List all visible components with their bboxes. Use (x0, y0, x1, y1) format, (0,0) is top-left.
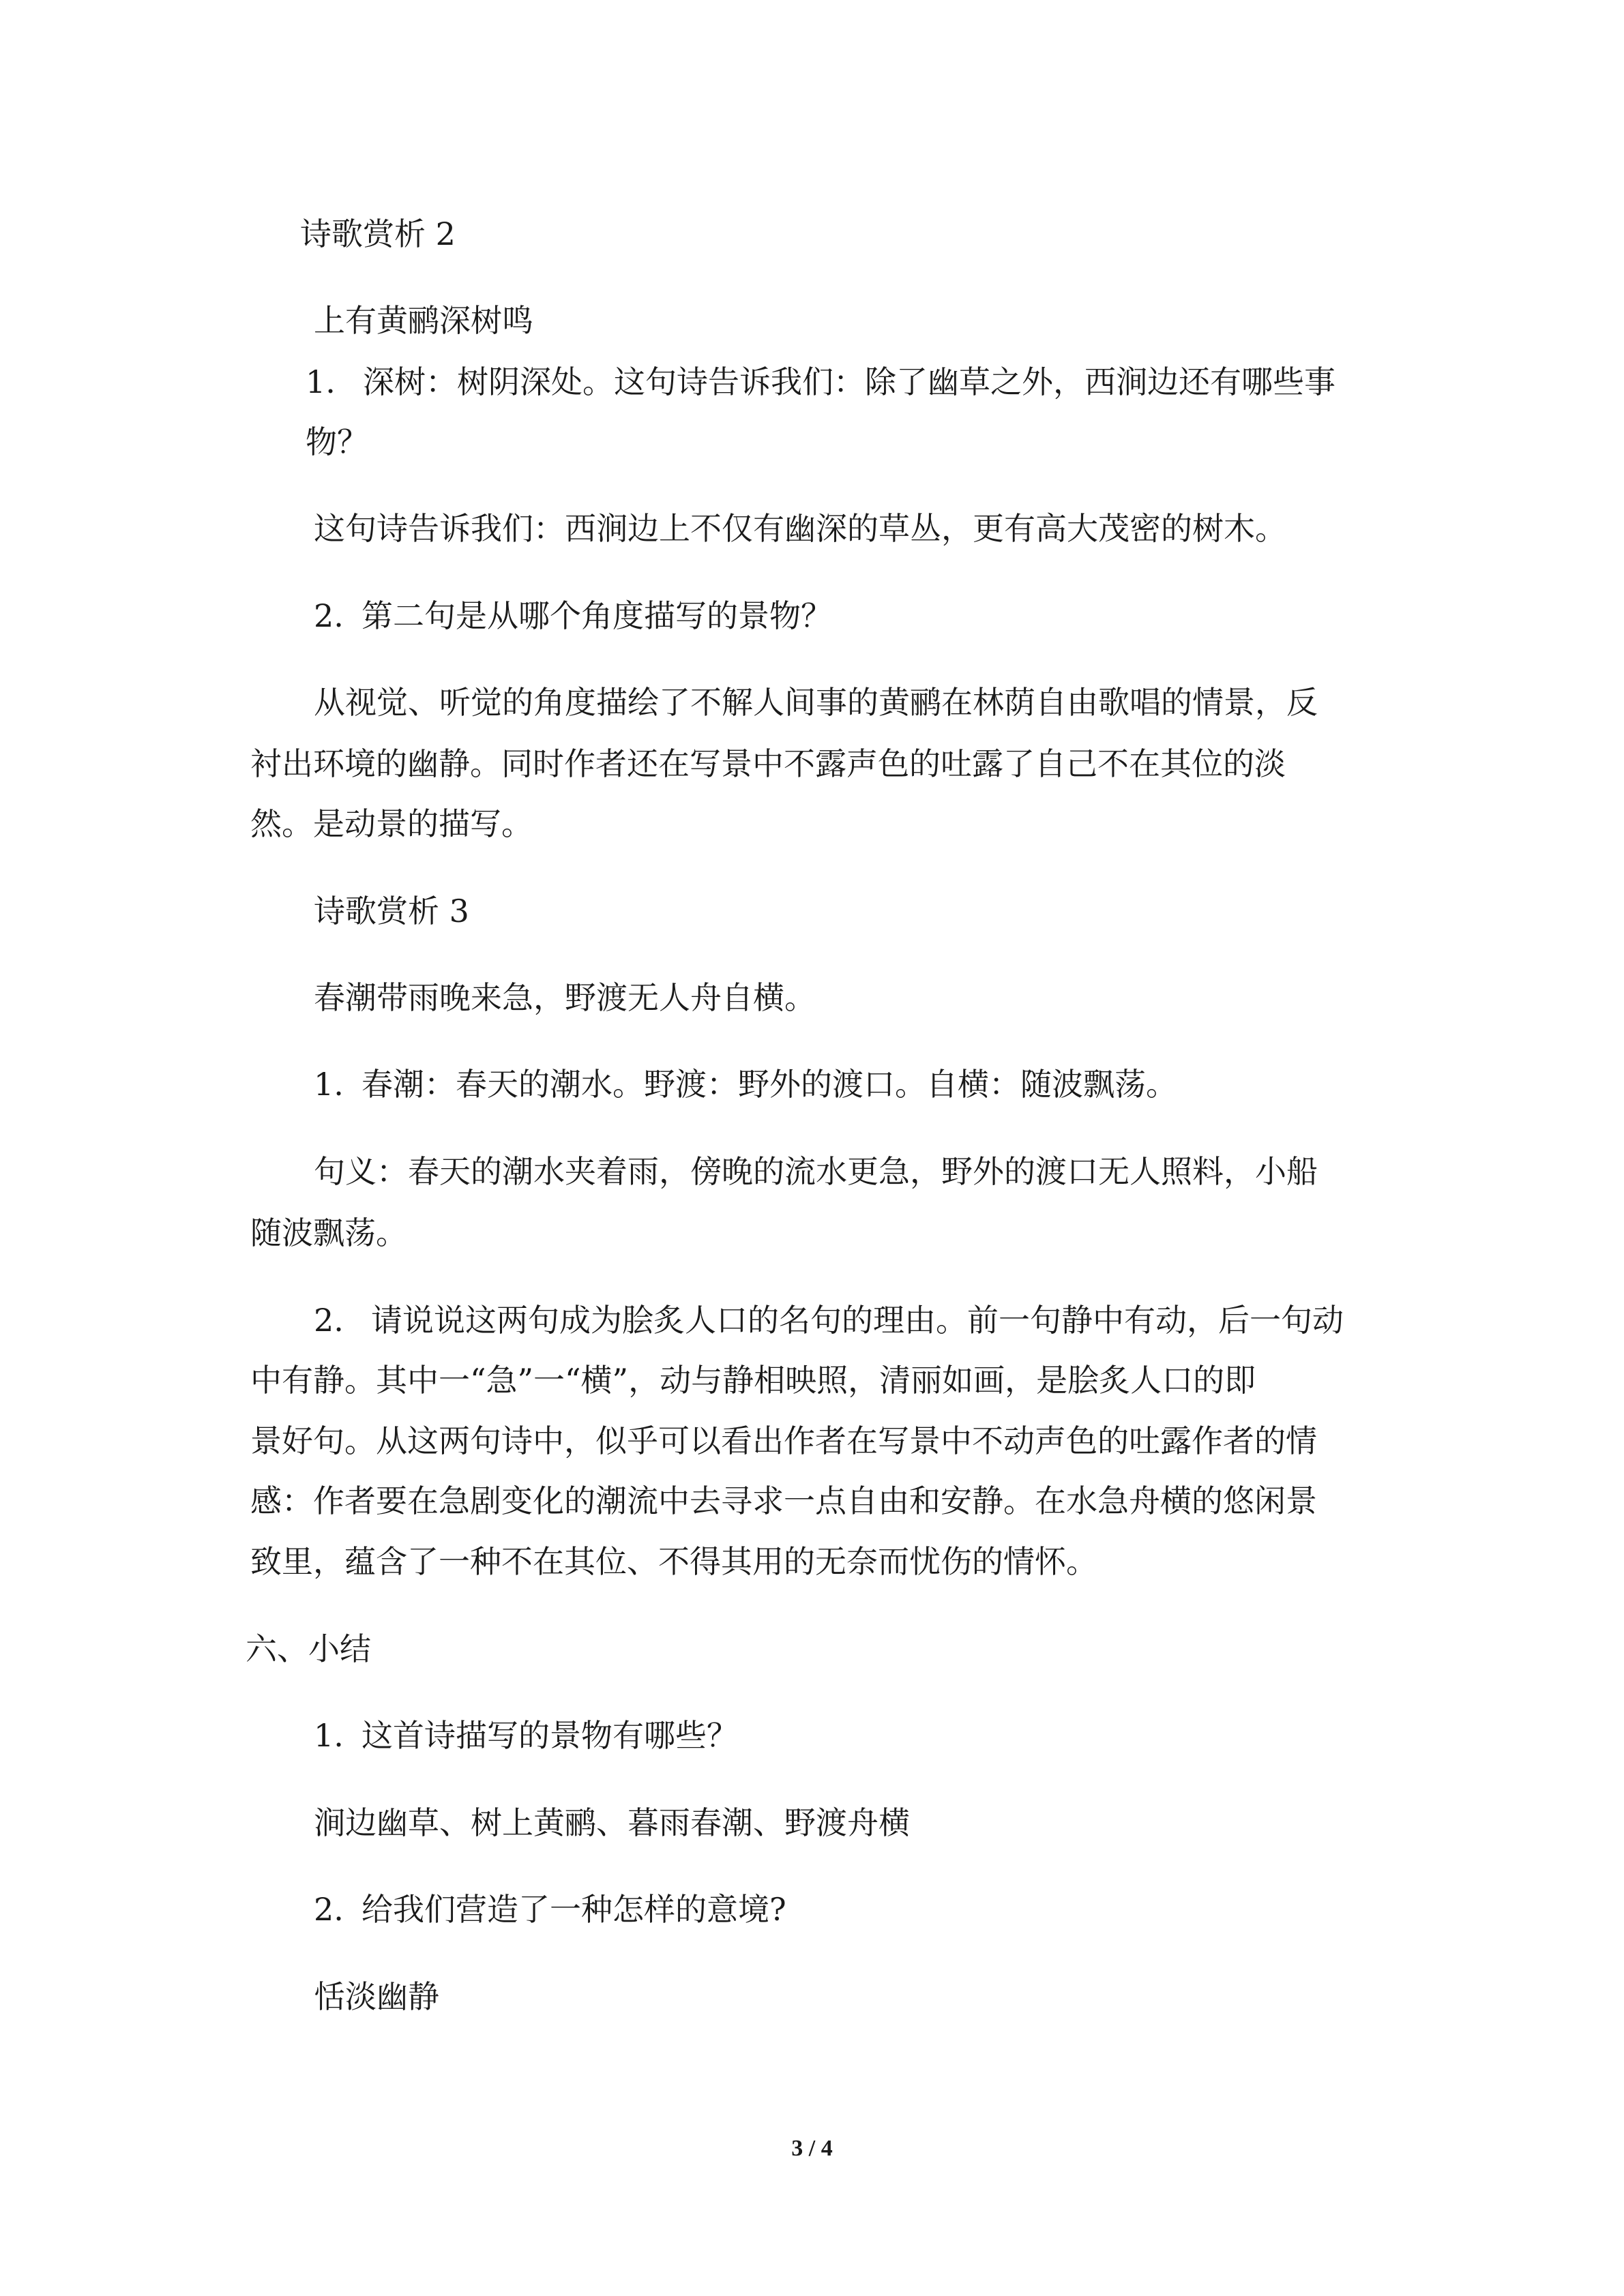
answer-paragraph: 这句诗告诉我们：西涧边上不仅有幽深的草丛，更有高大茂密的树木。 (314, 510, 1286, 547)
question-text: 深树：树阴深处。这句诗告诉我们：除了幽草之外，西涧边还有哪些事 (363, 363, 1335, 400)
summary-answer-1: 涧边幽草、树上黄鹂、暮雨春潮、野渡舟横 (314, 1804, 910, 1841)
reason-paragraph-line4: 感：作者要在急剧变化的潮流中去寻求一点自由和安静。在水急舟横的悠闲景 (250, 1482, 1317, 1519)
list-number: 2. (314, 1302, 344, 1339)
annotation-text: 春潮：春天的潮水。野渡：野外的渡口。自横：随波飘荡。 (361, 1066, 1177, 1103)
summary-question-2 (314, 1891, 786, 1928)
question-1-line2: 物？ (306, 423, 368, 460)
answer-paragraph-line3: 然。是动景的描写。 (250, 805, 533, 842)
annotation-item-1 (314, 1066, 1177, 1103)
reason-text: 请说说这两句成为脍炙人口的名句的理由。前一句静中有动，后一句动 (371, 1302, 1344, 1339)
meaning-paragraph-line1: 句义：春天的潮水夹着雨，傍晚的流水更急，野外的渡口无人照料，小船 (314, 1153, 1318, 1190)
section-heading-poem-analysis-2: 诗歌赏析 2 (300, 215, 456, 252)
section-heading-poem-analysis-3: 诗歌赏析 3 (314, 893, 469, 929)
list-number: 1. (314, 1066, 344, 1103)
reason-paragraph-line2: 中有静。其中一“急”一“横”，动与静相映照，清丽如画，是脍炙人口的即 (250, 1362, 1256, 1399)
question-text: 给我们营造了一种怎样的意境? (361, 1891, 786, 1928)
question-1-line1 (306, 363, 1335, 400)
meaning-paragraph-line2: 随波飘荡。 (250, 1214, 407, 1251)
list-number: 2. (314, 1891, 344, 1928)
answer-paragraph-line2: 衬出环境的幽静。同时作者还在写景中不露声色的吐露了自己不在其位的淡 (250, 745, 1286, 782)
summary-answer-2: 恬淡幽静 (314, 1978, 439, 2015)
poem-line-quote: 上有黄鹂深树鸣 (314, 302, 533, 339)
answer-paragraph-line1: 从视觉、听觉的角度描绘了不解人间事的黄鹂在林荫自由歌唱的情景，反 (314, 684, 1318, 721)
reason-paragraph-line3: 景好句。从这两句诗中，似乎可以看出作者在写景中不动声色的吐露作者的情 (250, 1422, 1317, 1459)
reason-paragraph-line1 (314, 1302, 1344, 1339)
section-heading-summary: 六、小结 (246, 1630, 371, 1667)
list-number: 2. (314, 597, 344, 634)
summary-question-1 (314, 1717, 738, 1754)
reason-paragraph-line5: 致里，蕴含了一种不在其位、不得其用的无奈而忧伤的情怀。 (250, 1543, 1097, 1580)
page-number: 3 / 4 (791, 2136, 833, 2161)
poem-line-quote: 春潮带雨晚来急，野渡无人舟自横。 (314, 979, 816, 1016)
question-text: 这首诗描写的景物有哪些？ (361, 1717, 738, 1754)
question-text: 第二句是从哪个角度描写的景物？ (361, 597, 832, 634)
list-number: 1. (306, 363, 336, 400)
list-number: 1. (314, 1717, 344, 1754)
question-2 (314, 597, 832, 634)
